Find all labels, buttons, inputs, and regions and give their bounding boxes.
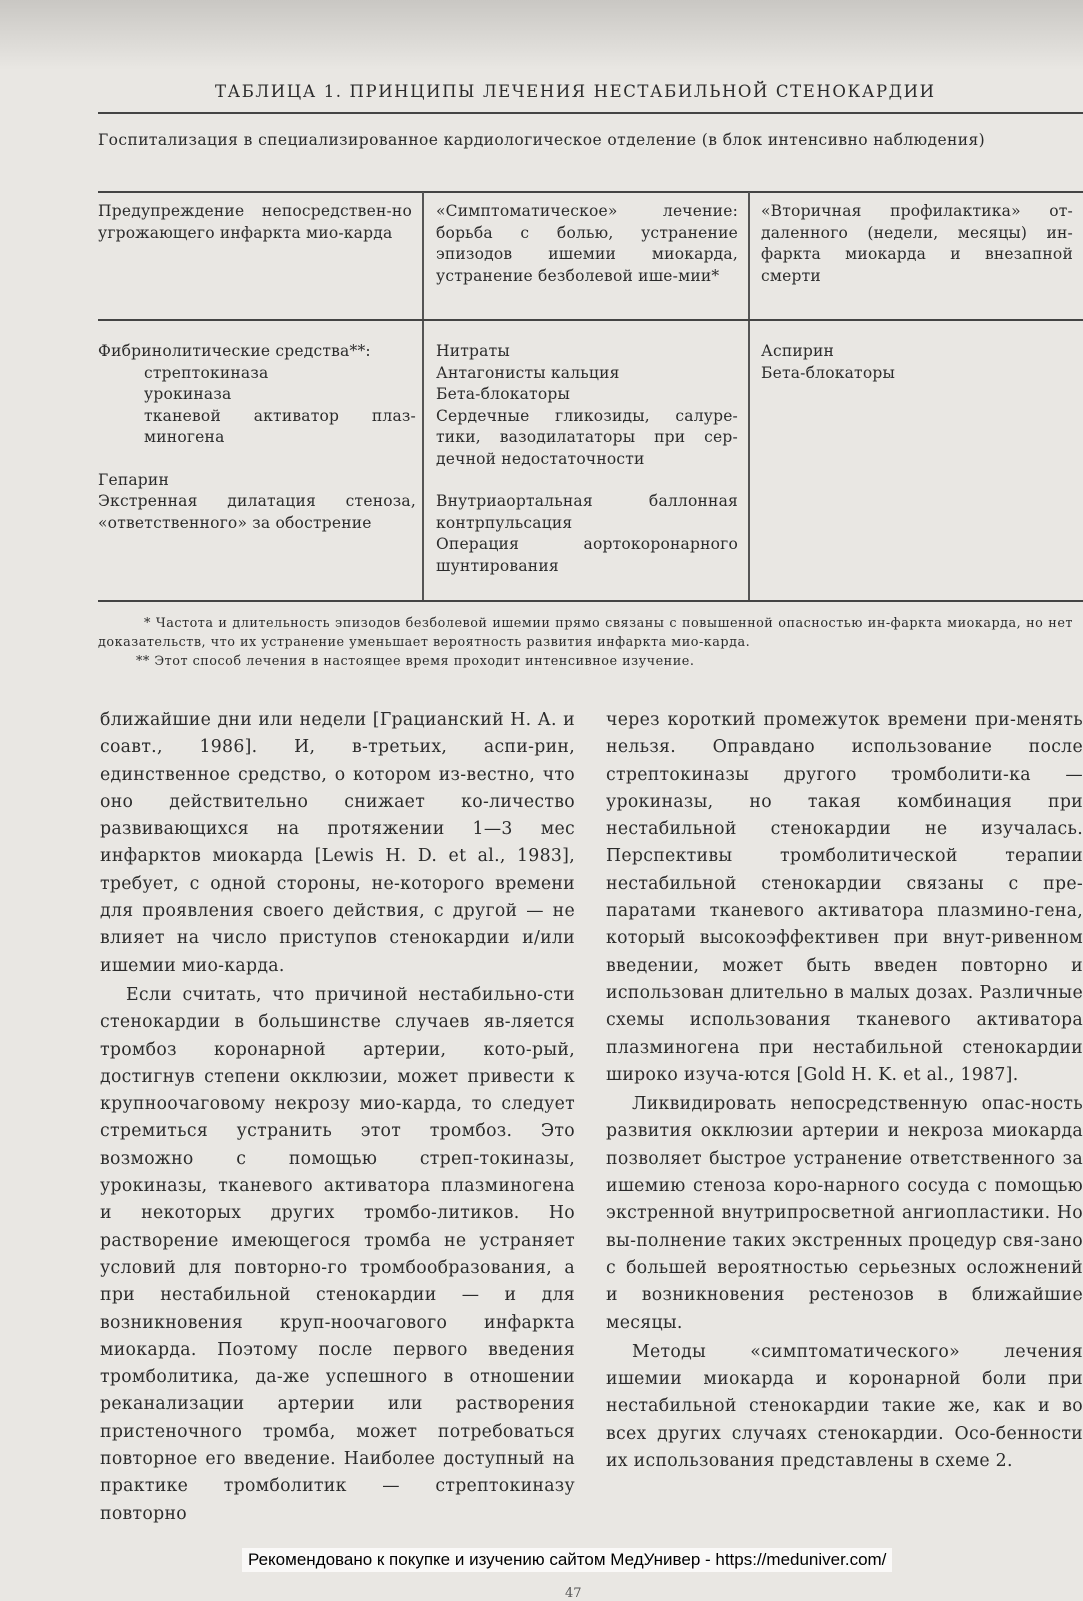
body-column-right <box>606 707 1083 1477</box>
list-item: урокиназа <box>144 385 232 403</box>
list-item: Сердечные гликозиды, салуре-тики, вазодилататоры при сер-дечной недостаточности <box>436 406 738 468</box>
body-cell-3 <box>761 341 1073 384</box>
header-top-rule <box>98 191 1083 193</box>
list-item: Нитраты <box>436 342 510 360</box>
header-cell-3 <box>761 201 1073 287</box>
body-cell-2 <box>436 341 738 577</box>
column-divider-2 <box>748 192 750 600</box>
list-item: стрептокиназа <box>144 363 269 382</box>
bypass-surgery-label: Операция аортокоронарного шунтирования <box>436 535 738 575</box>
column-divider-1 <box>422 192 424 600</box>
list-item: Бета-блокаторы <box>436 385 571 403</box>
header-prevention: Предупреждение непосредствен-но угрожающего инфаркта мио-карда <box>98 202 412 242</box>
paragraph: Если считать, что причиной нестабильно-сти стенокардии в большинстве случаев яв-ляется тромбоз коронарной артерии, кото-рый, достигнув степени окклюзии, может привести к крупноочаговому некрозу мио-карда, то следует стремиться устранить этот тромбоз. Это возможно с помощью стреп-токиназы, урокиназы, тканевого активатора плазминогена и некоторых других тромбо-литиков. Но растворение имеющегося тромба не устраняет условий для повторно-го тромбообразования, а при нестабильной стенокардии — и для возникновения круп-ноочагового инфаркта миокарда. Поэтому после первого введения тромболитика, да-же успешного в отношении реканализации артерии или растворения пристеночного тромба, может потребоваться повторное его введение. Наиболее доступный на практике тромболитик — стрептокиназу повторно <box>100 984 575 1524</box>
dilatation-label: Экстренная дилатация стеноза, «ответственного» за обострение <box>98 492 416 532</box>
header-secondary-prophylaxis: «Вторичная профилактика» от-даленного (недели, месяцы) ин-фаркта миокарда и внезапной смерти <box>761 202 1073 285</box>
body-column-left <box>100 707 575 1530</box>
paragraph: через короткий промежуток времени при-менять нельзя. Оправдано использование после стрептокиназы другого тромболити-ка — урокиназы, но такая комбинация при нестабильной стенокардии не изучалась. Перспективы тромболитической терапии нестабильной стенокардии связаны с пре-паратами тканевого активатора плазмино-гена, который высокоэффективен при внут-ривенном введении, может быть введен повторно и использован длительно в малых дозах. Различные схемы использования тканевого активатора плазминогена при нестабильной стенокардии широко изуча-ются [Gold H. K. et al., 1987]. <box>606 710 1083 1085</box>
hospitalization-row: Госпитализация в специализированное кардиологическое отделение (в блок интенсивно наблюдения) <box>98 131 986 149</box>
header-cell-2 <box>436 201 738 287</box>
page-number: 47 <box>565 1586 582 1601</box>
body-cell-1 <box>98 341 416 534</box>
list-item: тканевой активатор плаз-миногена <box>144 406 416 446</box>
footnote-1: * Частота и длительность эпизодов безболевой ишемии прямо связаны с повышенной опасностью ин-фаркта миокарда, но нет доказательств, что их устранение уменьшает вероятность развития инфаркта мио-карда. <box>98 616 1073 650</box>
table-footnotes <box>98 614 1073 671</box>
header-cell-1 <box>98 201 412 244</box>
footnote-2: ** Этот способ лечения в настоящее время проходит интенсивное изучение. <box>136 654 695 669</box>
table-bottom-rule <box>98 600 1083 602</box>
header-bottom-rule <box>98 319 1083 321</box>
heparin-label: Гепарин <box>98 470 169 489</box>
header-symptomatic: «Симптоматическое» лечение: борьба с болью, устранение эпизодов ишемии миокарда, устранение безболевой ише-мии* <box>436 202 738 285</box>
list-item: Аспирин <box>761 342 835 360</box>
watermark-banner: Рекомендовано к покупке и изучению сайтом МедУнивер - https://meduniver.com/ <box>242 1548 892 1572</box>
fibrinolytics-label: Фибринолитические средства**: <box>98 342 371 360</box>
paragraph: ближайшие дни или недели [Грацианский Н. А. и соавт., 1986]. И, в-третьих, аспи-рин, единственное средство, о котором из-вестно, что оно действительно снижает ко-личество развивающихся на протяжении 1—3 мес инфарктов миокарда [Lewis H. D. et al., 1983], требует, с одной стороны, не-которого времени для проявления своего действия, с другой — не влияет на число приступов стенокардии и/или ишемии мио-карда. <box>100 710 575 976</box>
paragraph: Ликвидировать непосредственную опас-ность развития окклюзии артерии и некроза миокарда позволяет быстрое устранение ответственного за ишемию стеноза коро-нарного сосуда с помощью экстренной внутрипросветной ангиопластики. Но вы-полнение таких экстренных процедур свя-зано с большей вероятностью серьезных осложнений и возникновения рестенозов в ближайшие месяцы. <box>606 1094 1083 1333</box>
page-top-shadow <box>0 0 1083 70</box>
table-title: ТАБЛИЦА 1. ПРИНЦИПЫ ЛЕЧЕНИЯ НЕСТАБИЛЬНОЙ СТЕНОКАРДИИ <box>215 82 936 101</box>
list-item: Антагонисты кальция <box>436 363 620 382</box>
list-item: Бета-блокаторы <box>761 363 896 382</box>
balloon-pump-label: Внутриаортальная баллонная контрпульсация <box>436 492 738 532</box>
paragraph: Методы «симптоматического» лечения ишемии миокарда и коронарной боли при нестабильной стенокардии такие же, как и во всех других случаях стенокардии. Осо-бенности их использования представлены в схеме 2. <box>606 1341 1083 1472</box>
table-top-rule <box>98 112 1083 114</box>
